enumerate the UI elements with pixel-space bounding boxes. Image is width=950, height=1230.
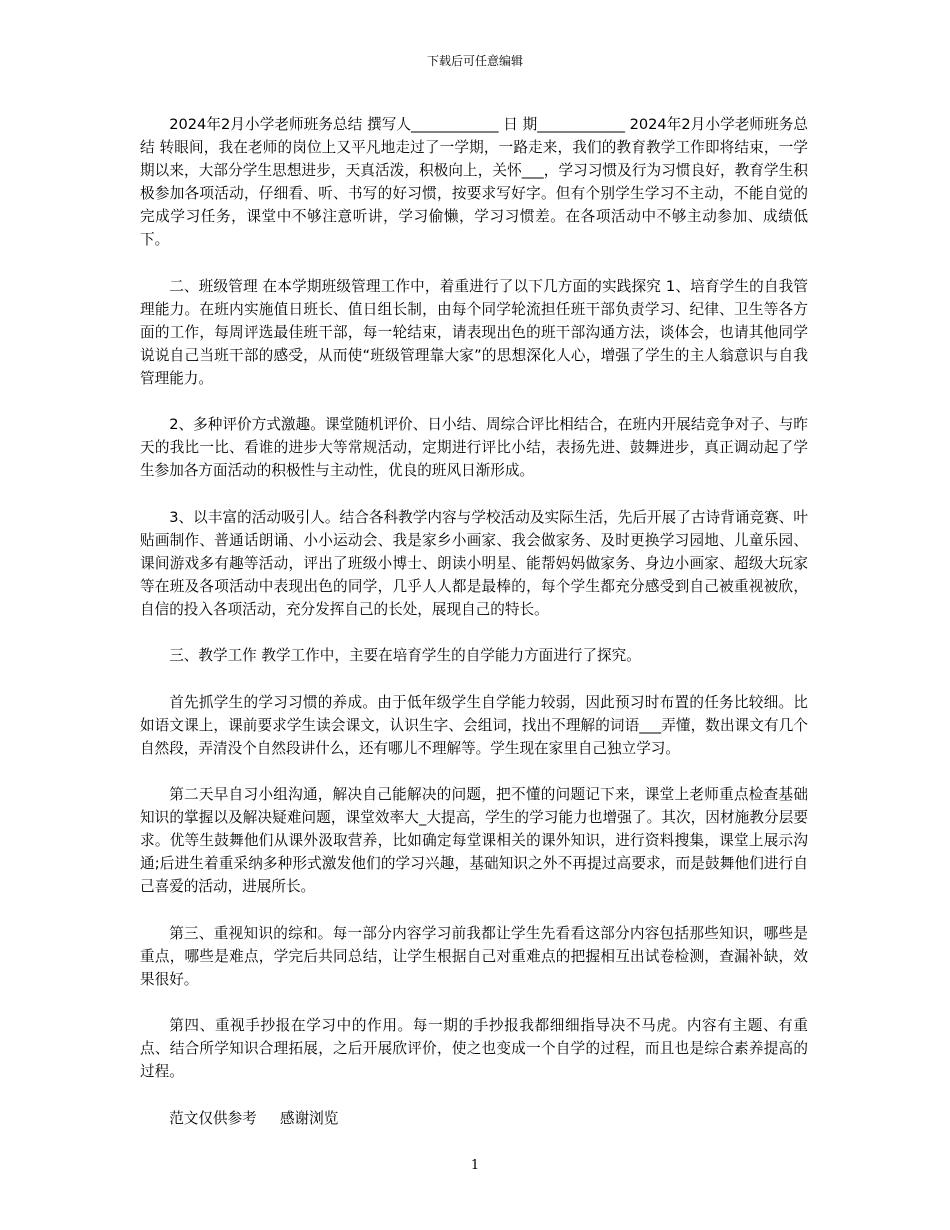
paragraph-intro: 2024年2月小学老师班务总结 撰写人____________ 日 期____________ 2024年2月小学老师班务总结 转眼间，我在老师的岗位上又平凡地走过了一学期，一路走来，我们的教育教学工作即将结束，一学期以来，大部分学生思想进步，天真活泼，积极向上，关怀___，学习习惯及行为习惯良好，教育学生积极参加各项活动，仔细看、听、书写的好习惯，按要求写好字。但有个别学生学习不主动，不能自觉的完成学习任务，课堂中不够注意听讲，学习偷懒，学习习惯差。在各项活动中不够主动参加、成绩低下。: [140, 116, 808, 248]
paragraph-class-management: 二、班级管理 在本学期班级管理工作中，着重进行了以下几方面的实践探究 1、培育学生的自我管理能力。在班内实施值日班长、值日组长制，由每个同学轮流担任班干部负责学习、纪律、卫生等各方面的工作，每周评选最佳班干部，每一轮结束，请表现出色的班干部沟通方法，谈体会，也请其他同学说说自己当班干部的感受，从而使“班级管理靠大家”的思想深化人心，增强了学生的主人翁意识与自我管理能力。: [140, 277, 808, 387]
paragraph-morning-study: 第二天早自习小组沟通，解决自己能解决的问题，把不懂的问题记下来，课堂上老师重点检查基础知识的掌握以及解决疑难问题，课堂效率大_大提高，学生的学习能力也增强了。其次，因材施教分层要求。优等生鼓舞他们从课外汲取营养，比如确定每堂课相关的课外知识，进行资料搜集，课堂上展示沟通;后进生着重采纳多种形式激发他们的学习兴趣，基础知识之外不再提过高要求，而是鼓舞他们进行自己喜爱的活动，进展所长。: [140, 786, 808, 895]
paragraph-study-habits: 首先抓学生的学习习惯的养成。由于低年级学生自学能力较弱，因此预习时布置的任务比较细。比如语文课上，课前要求学生读会课文，认识生字、会组词，找出不理解的词语___弄懂，数出课文有几个自然段，弄清没个自然段讲什么，还有哪儿不理解等。学生现在家里自己独立学习。: [140, 693, 808, 757]
document-body: [140, 113, 808, 1130]
paragraph-handwritten-newspaper: 第四、重视手抄报在学习中的作用。每一期的手抄报我都细细指导决不马虎。内容有主题、有重点、结合所学知识合理拓展，之后开展欣评价，使之也变成一个自学的过程，而且也是综合素养提高的过程。: [140, 1017, 808, 1080]
page-header: 下载后可任意编辑: [426, 54, 523, 68]
paragraph-knowledge-synthesis: 第三、重视知识的综和。每一部分内容学习前我都让学生先看看这部分内容包括那些知识，哪些是重点，哪些是难点，学完后共同总结，让学生根据自己对重难点的把握相互出试卷检测，查漏补缺，效果很好。: [140, 924, 808, 988]
paragraph-activities: 3、以丰富的活动吸引人。结合各科教学内容与学校活动及实际生活，先后开展了古诗背诵竞赛、叶贴画制作、普通话朗诵、小小运动会、我是家乡小画家、我会做家务、及时更换学习园地、儿童乐园、课间游戏多有趣等活动，评出了班级小博士、朗读小明星、能帮妈妈做家务、身边小画家、超级大玩家等在班及各项活动中表现出色的同学，几乎人人都是最棒的，每个学生都充分感受到自己被重视被欣，自信的投入各项活动，充分发挥自己的长处，展现自己的特长。: [140, 508, 808, 618]
paragraph-closing: 范文仅供参考 感谢浏览: [169, 1109, 339, 1127]
paragraph-evaluation: 2、多种评价方式激趣。课堂随机评价、日小结、周综合评比相结合，在班内开展结竞争对子、与昨天的我比一比、看谁的进步大等常规活动，定期进行评比小结，表扬先进、鼓舞进步，真正调动起了学生参加各方面活动的积极性与主动性，优良的班风日渐形成。: [140, 416, 808, 479]
paragraph-teaching-work: 三、教学工作 教学工作中，主要在培育学生的自学能力方面进行了探究。: [169, 647, 641, 664]
page-number: 1: [470, 1158, 480, 1173]
